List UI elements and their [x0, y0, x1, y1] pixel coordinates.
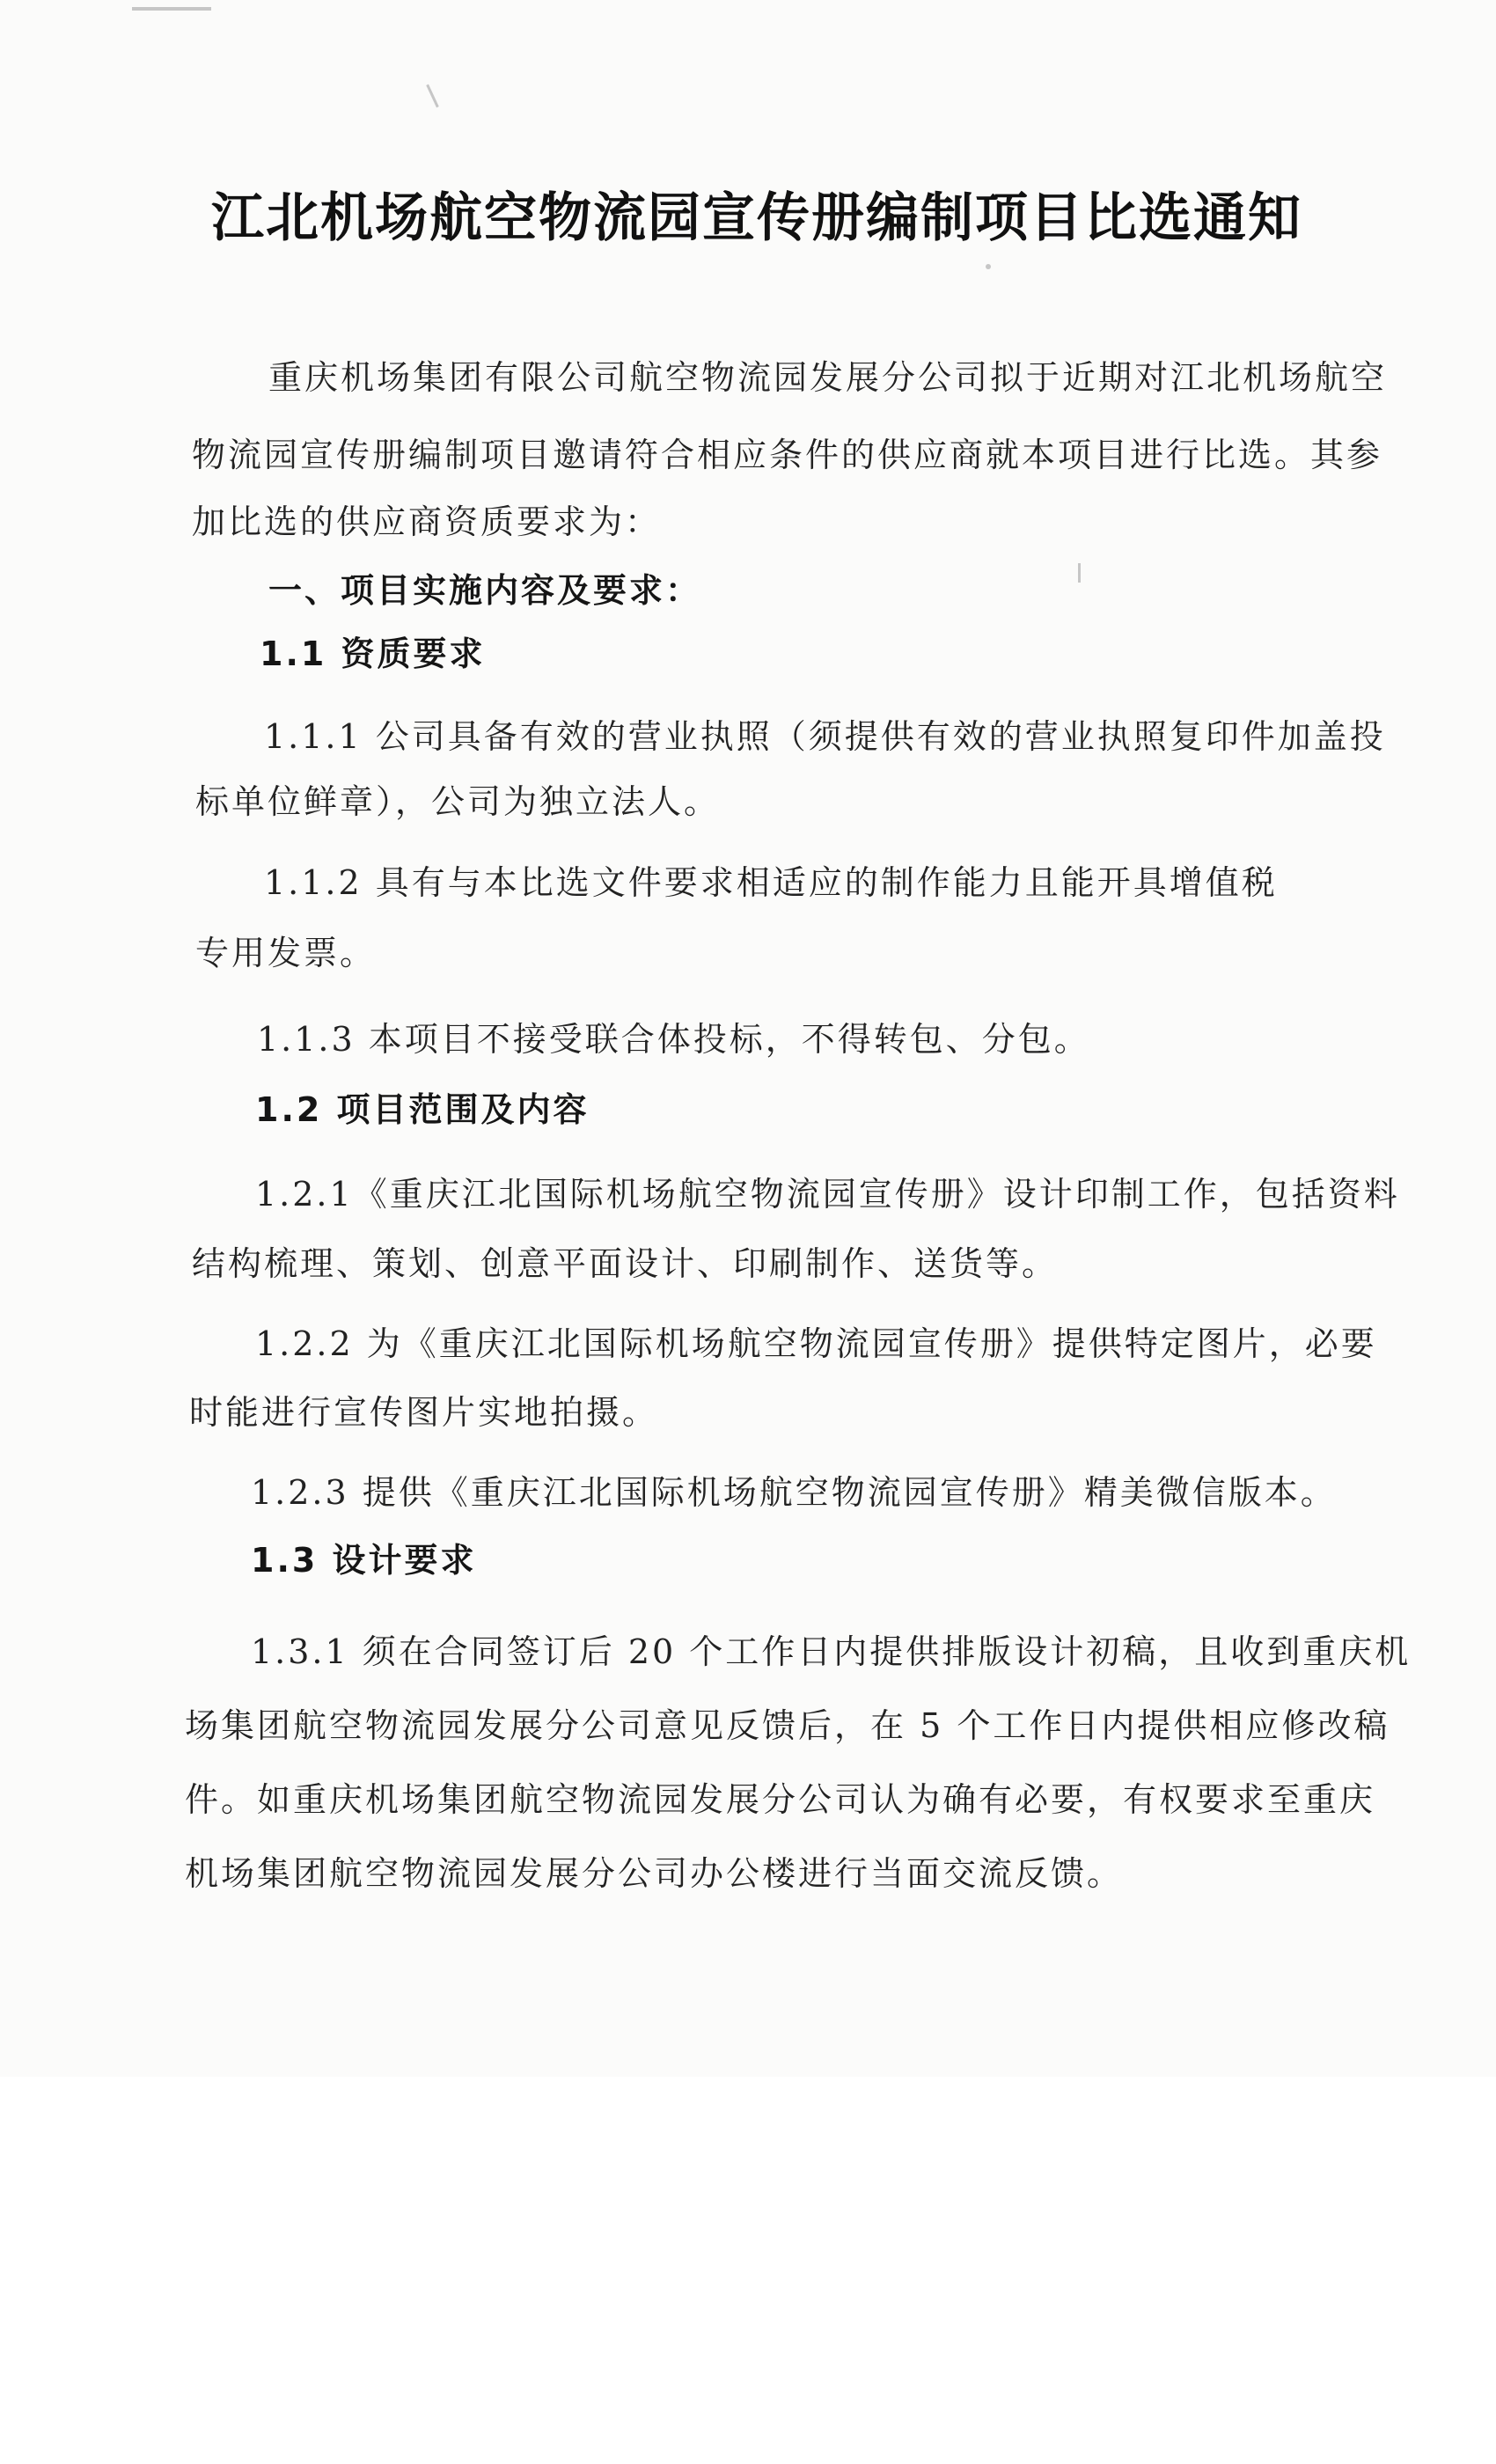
scan-speck	[1078, 563, 1081, 583]
clause-1-1-1-line-2: 标单位鲜章），公司为独立法人。	[195, 782, 721, 821]
clause-1-1-1-line-1: 1.1.1 公司具备有效的营业执照（须提供有效的营业执照复印件加盖投	[264, 717, 1386, 756]
clause-1-2-1-line-1: 1.2.1《重庆江北国际机场航空物流园宣传册》设计印制工作，包括资料	[255, 1175, 1400, 1214]
clause-1-1-3: 1.1.3 本项目不接受联合体投标，不得转包、分包。	[257, 1020, 1090, 1059]
section-heading: 一、项目实施内容及要求：	[268, 571, 702, 610]
clause-1-2-3: 1.2.3 提供《重庆江北国际机场航空物流园宣传册》精美微信版本。	[251, 1473, 1337, 1512]
page-title: 江北机场航空物流园宣传册编制项目比选通知	[211, 187, 1302, 249]
clause-1-3-1-line-3: 件。如重庆机场集团航空物流园发展分公司认为确有必要，有权要求至重庆	[185, 1780, 1376, 1819]
clause-1-2-2-line-2: 时能进行宣传图片实地拍摄。	[189, 1393, 659, 1432]
clause-1-3-1-line-4: 机场集团航空物流园发展分公司办公楼进行当面交流反馈。	[185, 1854, 1124, 1893]
clause-1-2-2-line-1: 1.2.2 为《重庆江北国际机场航空物流园宣传册》提供特定图片，必要	[255, 1324, 1377, 1363]
subsection-heading: 1.1 资质要求	[260, 634, 486, 673]
intro-line-3: 加比选的供应商资质要求为：	[192, 502, 662, 541]
scan-speck	[986, 264, 991, 269]
intro-line-1: 重庆机场集团有限公司航空物流园发展分公司拟于近期对江北机场航空	[268, 358, 1388, 397]
subsection-heading: 1.3 设计要求	[251, 1541, 477, 1580]
subsection-heading: 1.2 项目范围及内容	[255, 1090, 590, 1129]
intro-line-2: 物流园宣传册编制项目邀请符合相应条件的供应商就本项目进行比选。其参	[192, 436, 1383, 474]
clause-1-3-1-line-1: 1.3.1 须在合同签订后 20 个工作日内提供排版设计初稿，且收到重庆机	[251, 1632, 1412, 1671]
scan-speck	[132, 7, 211, 11]
clause-1-3-1-line-2: 场集团航空物流园发展分公司意见反馈后，在 5 个工作日内提供相应修改稿	[185, 1706, 1390, 1745]
clause-1-1-2-line-1: 1.1.2 具有与本比选文件要求相适应的制作能力且能开具增值税	[264, 863, 1278, 902]
clause-1-2-1-line-2: 结构梳理、策划、创意平面设计、印刷制作、送货等。	[192, 1244, 1059, 1283]
scan-speck	[426, 84, 439, 108]
clause-1-1-2-line-2: 专用发票。	[195, 934, 377, 972]
